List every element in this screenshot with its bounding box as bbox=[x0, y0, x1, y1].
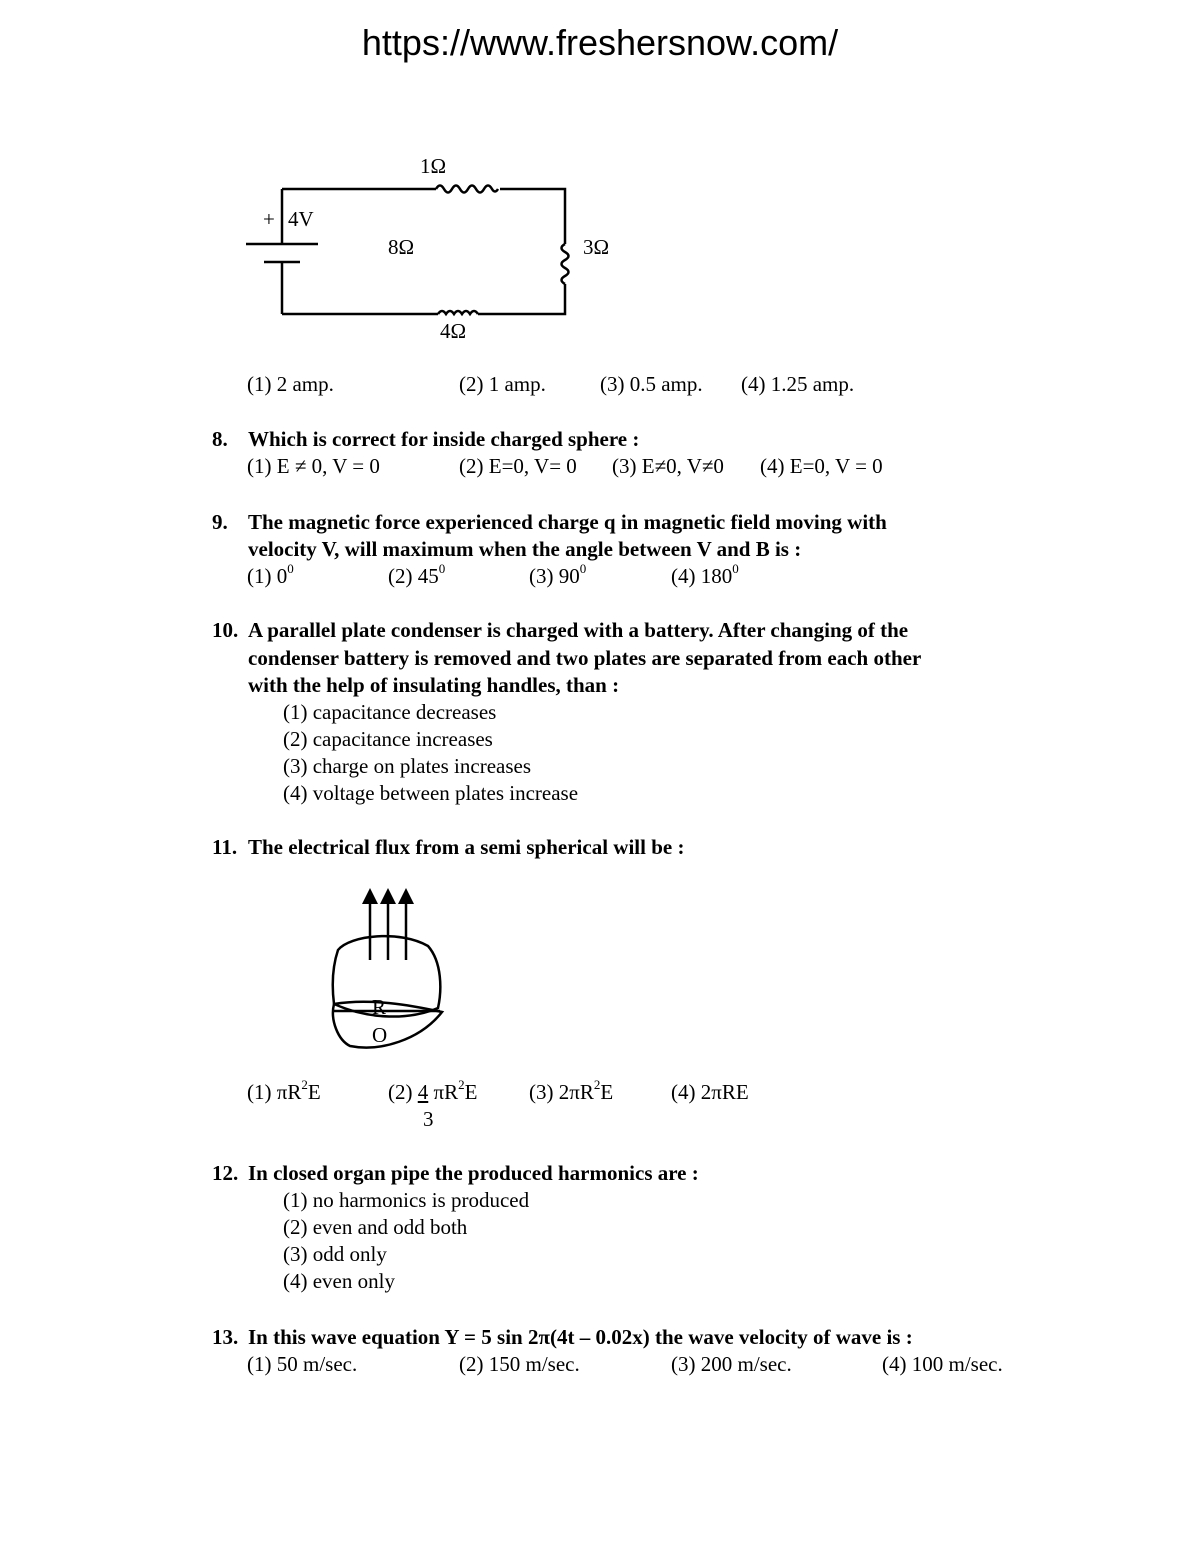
degree-mark: 0 bbox=[438, 561, 446, 576]
resistor-bottom bbox=[438, 311, 478, 314]
q10-option-2: (2) capacitance increases bbox=[283, 727, 493, 751]
q8-option-1: (1) E ≠ 0, V = 0 bbox=[247, 454, 380, 478]
q9-question bbox=[212, 509, 887, 536]
header-url[interactable]: https://www.freshersnow.com/ bbox=[361, 22, 839, 63]
wire-right-bottom bbox=[478, 284, 565, 314]
q12-option-4: (4) even only bbox=[283, 1269, 395, 1293]
q9-line1: The magnetic force experienced charge q in magnetic field moving with bbox=[248, 510, 887, 534]
label-8ohm: 8Ω bbox=[388, 235, 415, 259]
arrow-head-1 bbox=[362, 888, 378, 904]
q13-text: In this wave equation Y = 5 sin 2π(4t – 0.02x) the wave velocity of wave is : bbox=[248, 1325, 913, 1349]
q10-question bbox=[212, 617, 908, 644]
q11-text: The electrical flux from a semi spherical will be : bbox=[248, 835, 685, 859]
fraction-numerator: 4 bbox=[417, 1080, 429, 1104]
q7-option-2: (2) 1 amp. bbox=[459, 372, 546, 396]
q9-option-4: (4) $180^0$ bbox=[671, 561, 739, 588]
label-r: R bbox=[372, 995, 387, 1019]
q13-option-3: (3) 200 m/sec. bbox=[671, 1352, 792, 1376]
q11-option-4: (4) 2πRE bbox=[671, 1080, 749, 1104]
q12-number: 12. bbox=[212, 1161, 239, 1185]
q8-question bbox=[212, 426, 639, 453]
q12-text: In closed organ pipe the produced harmonics are : bbox=[248, 1161, 699, 1185]
circuit-diagram bbox=[0, 0, 1200, 360]
resistor-right bbox=[562, 244, 569, 284]
q12-option-3: (3) odd only bbox=[283, 1242, 387, 1266]
q9-option-3: (3) $90^0$ bbox=[529, 561, 587, 588]
q11-option-2-denominator: 3 bbox=[423, 1107, 434, 1131]
resistor-top bbox=[436, 186, 498, 193]
q12-question bbox=[212, 1160, 699, 1187]
q8-number: 8. bbox=[212, 427, 228, 451]
label-o: O bbox=[372, 1023, 388, 1047]
q11-option-2: (2) 4 $\pi R^2E$ bbox=[388, 1077, 478, 1104]
q7-option-1: (1) 2 amp. bbox=[247, 372, 334, 396]
q11-option-3: (3) $2\pi R^2E$ bbox=[529, 1077, 614, 1104]
q13-option-4: (4) 100 m/sec. bbox=[882, 1352, 1003, 1376]
q10-line2: condenser battery is removed and two plates are separated from each other bbox=[248, 646, 922, 670]
q13-option-2: (2) 150 m/sec. bbox=[459, 1352, 580, 1376]
q13-option-1: (1) 50 m/sec. bbox=[247, 1352, 358, 1376]
q8-text: Which is correct for inside charged sphere : bbox=[248, 427, 640, 451]
q11-number: 11. bbox=[212, 835, 238, 859]
q11-option-1: (1) $\pi R^2E$ bbox=[247, 1077, 321, 1104]
q7-option-3: (3) 0.5 amp. bbox=[600, 372, 703, 396]
q7-option-4: (4) 1.25 amp. bbox=[741, 372, 855, 396]
label-1ohm: 1Ω bbox=[420, 154, 447, 178]
degree-mark: 0 bbox=[579, 561, 587, 576]
q8-option-2: (2) E=0, V= 0 bbox=[459, 454, 577, 478]
q8-option-3: (3) E≠0, V≠0 bbox=[612, 454, 724, 478]
q13-question bbox=[212, 1324, 913, 1351]
label-plus: + bbox=[263, 207, 275, 231]
q9-option-2: (2) $45^0$ bbox=[388, 561, 446, 588]
label-4v: 4V bbox=[288, 207, 314, 231]
wire-top-right bbox=[500, 189, 565, 244]
q9-option-1: (1) $0^0$ bbox=[247, 561, 294, 588]
q8-option-4: (4) E=0, V = 0 bbox=[760, 454, 883, 478]
q10-option-4: (4) voltage between plates increase bbox=[283, 781, 579, 805]
degree-mark: 0 bbox=[732, 561, 739, 576]
q11-question bbox=[212, 834, 684, 861]
q10-line1: A parallel plate condenser is charged with a battery. After changing of the bbox=[248, 618, 909, 642]
label-4ohm: 4Ω bbox=[440, 319, 467, 343]
hemisphere-outline bbox=[333, 936, 440, 1016]
q13-number: 13. bbox=[212, 1325, 239, 1349]
q10-line3: with the help of insulating handles, than : bbox=[248, 673, 620, 697]
hemisphere-figure bbox=[310, 880, 510, 1080]
q9-number: 9. bbox=[212, 510, 228, 534]
q10-number: 10. bbox=[212, 618, 239, 642]
q12-option-1: (1) no harmonics is produced bbox=[283, 1188, 530, 1212]
arrow-head-3 bbox=[398, 888, 414, 904]
arrow-head-2 bbox=[380, 888, 396, 904]
q9-line2: velocity V, will maximum when the angle between V and B is : bbox=[248, 537, 802, 561]
q10-option-1: (1) capacitance decreases bbox=[283, 700, 497, 724]
q10-option-3: (3) charge on plates increases bbox=[283, 754, 532, 778]
q12-option-2: (2) even and odd both bbox=[283, 1215, 468, 1239]
label-3ohm: 3Ω bbox=[583, 235, 610, 259]
degree-mark: 0 bbox=[287, 561, 294, 576]
